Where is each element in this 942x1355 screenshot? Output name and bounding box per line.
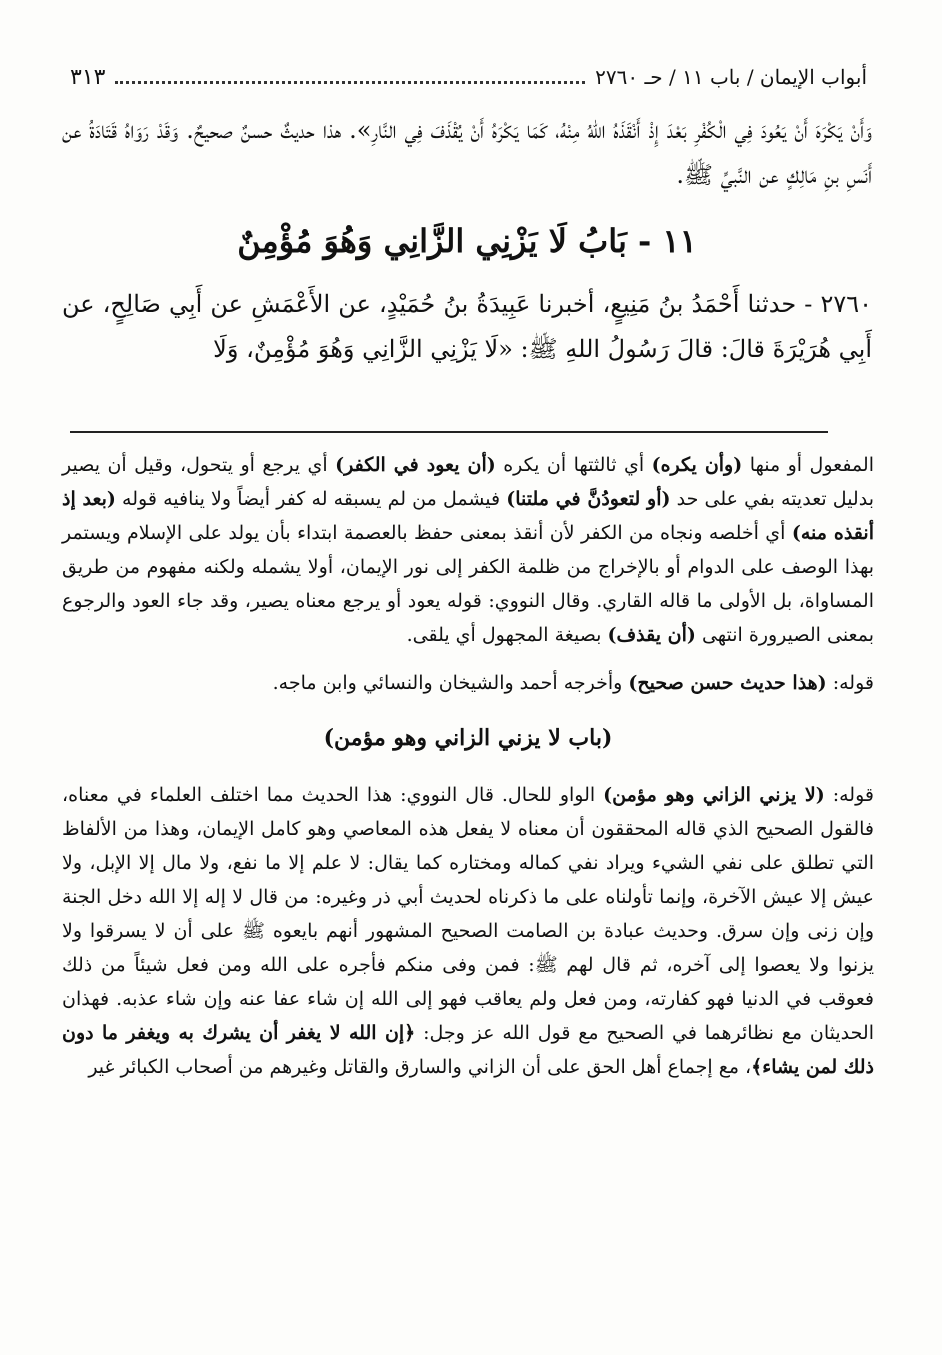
commentary-text: المفعول أو منها — [742, 454, 874, 476]
commentary-text: فيشمل من لم يسبقه له كفر أيضاً ولا ينافيه قوله — [115, 488, 507, 510]
quoted-phrase: (لا يزني الزاني وهو مؤمن) — [603, 784, 825, 806]
quoted-phrase: (هذا حديث حسن صحيح) — [628, 672, 827, 694]
hadith-2760-text: ٢٧٦٠ - حدثنا أَحْمَدُ بنُ مَنِيعٍ، أخبرنا عَبِيدَةُ بنُ حُمَيْدٍ، عن الأَعْمَشِ عن أَبِي صَالِحٍ، عن أَبِي هُرَيْرَةَ قالَ: قالَ رَسُولُ اللهِ ﷺ: «لَا يَزْنِي الزَّانِي وَهُوَ مُؤْمِنٌ، وَلَا — [62, 290, 872, 363]
commentary-block — [62, 448, 874, 1084]
hadith-ending-paragraph: وَأَنْ يَكْرَهَ أَنْ يَعُودَ فِي الْكُفْرِ بَعْدَ إِذْ أَنْقَذَهُ اللهُ مِنْهُ، كَمَا يَكْرَهُ أَنْ يُقْذَفَ فِي النَّارِ». هذا حديثٌ حسنٌ صحيحٌ. وَقَدْ رَوَاهُ قَتَادَةُ عن أَنَسِ بنِ مَالِكٍ عن النَّبيِّ ﷺ. — [62, 116, 872, 189]
commentary-text: قوله: — [824, 784, 874, 806]
commentary-text: الواو للحال. قال النووي: هذا الحديث مما اختلف العلماء في معناه، فالقول الصحيح الذي قاله المحققون أن معناه لا يفعل هذه المعاصي وهو كامل الإيمان، وهذا من الألفاظ التي تطلق على نفي الشيء ويراد نفي كماله ومختاره كما يقال: لا علم إلا ما نفع، ولا مال إلا الإبل، ولا عيش إلا عيش الآخرة، وإنما تأولناه على ما ذكرناه لحديث أبي ذر وغيره: من قال لا إله إلا الله دخل الجنة وإن زنى وإن سرق. وحديث عبادة بن الصامت الصحيح المشهور أنهم بايعوه ﷺ على أن لا يسرقوا ولا يزنوا ولا يعصوا إلى آخره، ثم قال لهم ﷺ: فمن وفى منكم فأجره على الله ومن فعل شيئاً من ذلك فعوقب في الدنيا فهو كفارته، ومن فعل ولم يعاقب فهو إلى الله إن شاء عفا عنه وإن شاء عذبه. فهذان الحديثان مع نظائرهما في الصحيح مع قول الله عز وجل: — [62, 784, 874, 1044]
page-number: ٣١٣ — [70, 64, 106, 90]
quoted-phrase: (وأن يكره) — [651, 454, 743, 476]
commentary-text: وأخرجه أحمد والشيخان والنسائي وابن ماجه. — [272, 672, 629, 694]
quran-verse: ﴿إن الله لا يغفر أن يشرك به ويغفر ما دون ذلك لمن يشاء﴾ — [62, 1022, 874, 1078]
commentary-paragraph-3 — [62, 778, 874, 1084]
footnote-divider — [70, 431, 828, 433]
commentary-chapter-heading: (باب لا يزني الزاني وهو مؤمن) — [323, 725, 613, 751]
commentary-text: ، مع إجماع أهل الحق على أن الزاني والسارق والقاتل وغيرهم من أصحاب الكبائر غير — [88, 1056, 752, 1078]
commentary-text: قوله: — [826, 672, 874, 694]
commentary-text: أي أخلصه ونجاه من الكفر لأن أنقذ بمعنى حفظ بالعصمة ابتداء بأن يولد على الإسلام ويستمر بهذا الوصف على الدوام أو بالإخراج من ظلمة الكفر إلى نور الإيمان، أولا يشمله ولكنه مفهوم من طريق المساواة، بل الأولى ما قاله القاري. وقال النووي: قوله يعود أو يرجع معناه يصير، وقد جاء العود والرجوع بمعنى الصيرورة انتهى — [62, 522, 874, 646]
commentary-text: أي ثالثتها أن يكره — [495, 454, 652, 476]
commentary-text: أي يرجع أو يتحول، وقيل أن يصير بدليل تعديته بفي على حد — [62, 454, 874, 510]
dotted-leader — [115, 81, 585, 84]
running-header — [70, 60, 867, 94]
commentary-text: بصيغة المجهول أي يلقى. — [406, 624, 608, 646]
quoted-phrase: (أو لتعودُنَّ في ملتنا) — [506, 488, 671, 510]
quoted-phrase: (بعد إذ أنقذه منه) — [62, 488, 874, 544]
commentary-paragraph-2 — [62, 666, 874, 700]
chapter-title: ١١ - بَابُ لَا يَزْنِي الزَّانِي وَهُوَ مُؤْمِنٌ — [237, 222, 697, 260]
quoted-phrase: (أن يعود في الكفر) — [335, 454, 496, 476]
commentary-paragraph-1 — [62, 448, 874, 652]
running-header-title: أبواب الإيمان / باب ١١ / حـ ٢٧٦٠ — [595, 65, 867, 89]
main-text-block — [62, 108, 872, 372]
quoted-phrase: (أن يقذف) — [607, 624, 696, 646]
